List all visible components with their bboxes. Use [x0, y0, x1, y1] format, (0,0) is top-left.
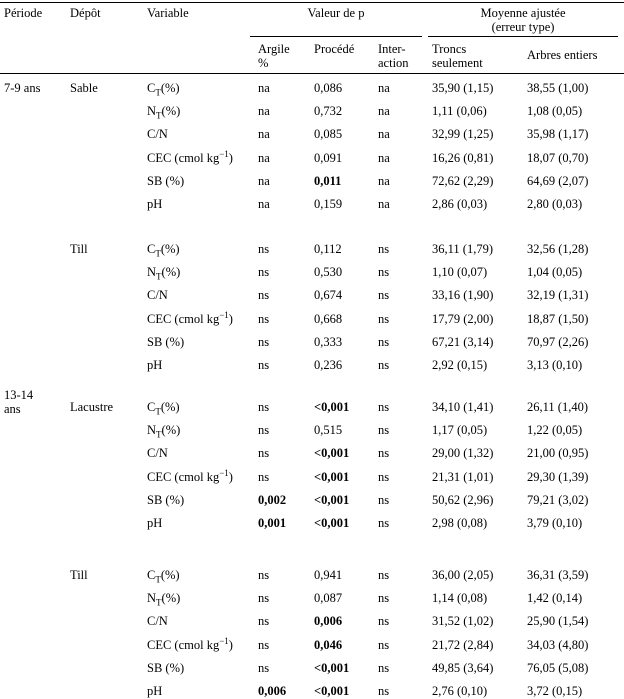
cell-variable: pH — [147, 516, 163, 530]
cell-argile: ns — [258, 334, 270, 349]
cell-procede: 0,006 — [314, 614, 343, 629]
cell-interaction: ns — [378, 568, 390, 582]
cell-argile: ns — [258, 568, 270, 582]
cell-interaction: ns — [378, 516, 390, 530]
header-arbres: Arbres entiers — [527, 48, 598, 62]
cell-troncs: 35,90 (1,15) — [432, 81, 494, 95]
cell-arbres: 38,55 (1,00) — [527, 81, 589, 95]
cell-argile: na — [258, 150, 270, 165]
cell-troncs: 1,14 (0,08) — [432, 591, 488, 606]
cell-procede: <0,001 — [314, 660, 350, 675]
cell-arbres: 25,90 (1,54) — [527, 614, 589, 629]
cell-troncs: 2,98 (0,08) — [432, 516, 488, 530]
cell-procede: <0,001 — [314, 516, 350, 530]
cell-arbres: 70,97 (2,26) — [527, 334, 589, 349]
cell-arbres: 36,31 (3,59) — [527, 568, 589, 582]
cell-argile: ns — [258, 637, 270, 652]
header-valeur-p: Valeur de p — [307, 6, 365, 20]
cell-depot: Lacustre — [70, 400, 114, 414]
cell-interaction: ns — [378, 288, 390, 303]
cell-arbres: 76,05 (5,08) — [527, 660, 589, 675]
cell-arbres: 1,08 (0,05) — [527, 104, 583, 119]
cell-variable: SB (%) — [147, 334, 185, 349]
cell-argile: ns — [258, 591, 270, 606]
cell-procede: 0,668 — [314, 311, 343, 326]
cell-variable: CEC (cmol $kg^{-1}$) — [147, 467, 233, 484]
cell-troncs: 29,00 (1,32) — [432, 446, 494, 461]
cell-periode: 13-14 — [4, 388, 34, 402]
cell-procede: 0,159 — [314, 197, 343, 211]
cell-depot: Sable — [70, 81, 98, 95]
cell-variable: $C_T(\%)$ — [147, 242, 180, 259]
cell-variable: C/N — [147, 127, 168, 142]
header-moyenne: Moyenne ajustée — [480, 6, 566, 20]
cell-arbres: 1,42 (0,14) — [527, 591, 583, 606]
cell-variable: $C_T(\%)$ — [147, 81, 180, 98]
header-argile: Argile — [258, 42, 290, 56]
cell-variable: C/N — [147, 288, 168, 303]
cell-procede: 0,087 — [314, 591, 343, 606]
cell-argile: ns — [258, 446, 270, 461]
cell-procede: 0,333 — [314, 334, 343, 349]
cell-procede: 0,046 — [314, 637, 343, 652]
cell-procede: <0,001 — [314, 446, 350, 461]
cell-interaction: ns — [378, 334, 390, 349]
cell-arbres: 64,69 (2,07) — [527, 173, 589, 188]
cell-variable: CEC (cmol $kg^{-1}$) — [147, 309, 233, 326]
cell-arbres: 3,72 (0,15) — [527, 684, 583, 698]
header-periode: Période — [4, 6, 43, 20]
header-troncs: Troncs — [432, 42, 467, 56]
cell-troncs: 34,10 (1,41) — [432, 400, 494, 414]
cell-argile: ns — [258, 358, 270, 372]
cell-arbres: 1,04 (0,05) — [527, 265, 583, 280]
cell-arbres: 32,56 (1,28) — [527, 242, 589, 256]
cell-variable: SB (%) — [147, 173, 185, 188]
cell-variable: $N_T(\%)$ — [147, 265, 181, 282]
cell-argile: na — [258, 127, 270, 142]
cell-troncs: 31,52 (1,02) — [432, 614, 494, 629]
cell-troncs: 1,10 (0,07) — [432, 265, 488, 280]
cell-interaction: ns — [378, 242, 390, 256]
cell-procede: 0,085 — [314, 127, 343, 142]
cell-troncs: 36,11 (1,79) — [432, 242, 493, 256]
cell-procede: 0,515 — [314, 423, 343, 438]
cell-interaction: ns — [378, 265, 390, 280]
cell-variable: $N_T(\%)$ — [147, 104, 181, 121]
cell-argile: ns — [258, 311, 270, 326]
cell-argile: ns — [258, 400, 270, 414]
cell-argile: ns — [258, 614, 270, 629]
cell-interaction: na — [378, 104, 390, 119]
cell-variable: pH — [147, 358, 163, 372]
cell-variable: C/N — [147, 614, 168, 629]
cell-variable: SB (%) — [147, 492, 185, 507]
cell-interaction: na — [378, 150, 390, 165]
cell-arbres: 1,22 (0,05) — [527, 423, 583, 438]
cell-interaction: ns — [378, 400, 390, 414]
header-argile-unit: % — [258, 56, 269, 70]
cell-variable: $N_T(\%)$ — [147, 591, 181, 608]
header-procede: Procédé — [314, 42, 355, 56]
cell-periode: 7-9 ans — [4, 81, 41, 95]
cell-troncs: 2,86 (0,03) — [432, 197, 488, 211]
cell-interaction: ns — [378, 423, 390, 438]
cell-arbres: 18,07 (0,70) — [527, 150, 589, 165]
cell-procede: 0,732 — [314, 104, 343, 119]
top-rule — [0, 2, 624, 3]
cell-troncs: 2,76 (0,10) — [432, 684, 488, 698]
cell-interaction: ns — [378, 469, 390, 484]
cell-variable: pH — [147, 684, 163, 698]
cell-troncs: 2,92 (0,15) — [432, 358, 488, 372]
header-variable: Variable — [147, 6, 189, 20]
header-moyenne-erreur: (erreur type) — [491, 20, 555, 34]
cell-argile: ns — [258, 423, 270, 438]
cell-interaction: na — [378, 81, 390, 95]
cell-interaction: ns — [378, 446, 390, 461]
cell-arbres: 29,30 (1,39) — [527, 469, 589, 484]
cell-troncs: 16,26 (0,81) — [432, 150, 494, 165]
cell-procede: 0,941 — [314, 568, 343, 582]
cell-troncs: 21,31 (1,01) — [432, 469, 494, 484]
header-interaction: Inter- — [378, 42, 406, 56]
cell-arbres: 26,11 (1,40) — [527, 400, 588, 414]
cell-troncs: 32,99 (1,25) — [432, 127, 494, 142]
cell-interaction: ns — [378, 684, 390, 698]
cell-interaction: na — [378, 173, 390, 188]
cell-argile: ns — [258, 265, 270, 280]
cell-interaction: ns — [378, 492, 390, 507]
cell-variable: $C_T(\%)$ — [147, 400, 180, 417]
cell-argile: na — [258, 173, 270, 188]
cell-interaction: ns — [378, 591, 390, 606]
cell-procede: <0,001 — [314, 684, 350, 698]
cell-arbres: 79,21 (3,02) — [527, 492, 589, 507]
cell-argile: ns — [258, 469, 270, 484]
subheader-rule-p — [250, 36, 422, 37]
cell-argile: ns — [258, 660, 270, 675]
cell-interaction: na — [378, 127, 390, 142]
header-troncs-2: seulement — [432, 56, 483, 70]
cell-interaction: na — [378, 197, 390, 211]
cell-troncs: 21,72 (2,84) — [432, 637, 494, 652]
cell-argile: ns — [258, 288, 270, 303]
cell-argile: 0,001 — [258, 516, 287, 530]
cell-variable: $C_T(\%)$ — [147, 568, 180, 585]
cell-interaction: ns — [378, 660, 390, 675]
header-interaction-2: action — [378, 56, 409, 70]
cell-periode: ans — [4, 402, 21, 416]
cell-variable: CEC (cmol $kg^{-1}$) — [147, 148, 233, 165]
cell-troncs: 17,79 (2,00) — [432, 311, 494, 326]
cell-procede: 0,011 — [314, 173, 342, 188]
cell-troncs: 1,11 (0,06) — [432, 104, 487, 119]
cell-arbres: 35,98 (1,17) — [527, 127, 589, 142]
cell-argile: na — [258, 104, 270, 119]
cell-interaction: ns — [378, 358, 390, 372]
cell-arbres: 18,87 (1,50) — [527, 311, 589, 326]
cell-troncs: 36,00 (2,05) — [432, 568, 494, 582]
header-bottom-rule — [0, 73, 624, 74]
cell-troncs: 50,62 (2,96) — [432, 492, 494, 507]
cell-argile: 0,002 — [258, 492, 287, 507]
cell-arbres: 3,13 (0,10) — [527, 358, 583, 372]
cell-arbres: 34,03 (4,80) — [527, 637, 589, 652]
cell-arbres: 2,80 (0,03) — [527, 197, 583, 211]
cell-arbres: 21,00 (0,95) — [527, 446, 589, 461]
subheader-rule-moyenne — [428, 36, 618, 37]
cell-procede: 0,530 — [314, 265, 343, 280]
header-depot: Dépôt — [70, 6, 101, 20]
cell-depot: Till — [70, 568, 88, 582]
cell-procede: 0,236 — [314, 358, 343, 372]
cell-procede: <0,001 — [314, 492, 350, 507]
cell-troncs: 72,62 (2,29) — [432, 173, 494, 188]
cell-depot: Till — [70, 242, 88, 256]
cell-variable: SB (%) — [147, 660, 185, 675]
cell-arbres: 3,79 (0,10) — [527, 516, 583, 530]
cell-argile: 0,006 — [258, 684, 287, 698]
cell-procede: 0,086 — [314, 81, 343, 95]
cell-argile: ns — [258, 242, 270, 256]
cell-troncs: 1,17 (0,05) — [432, 423, 488, 438]
cell-troncs: 67,21 (3,14) — [432, 334, 494, 349]
cell-arbres: 32,19 (1,31) — [527, 288, 589, 303]
cell-procede: <0,001 — [314, 400, 350, 414]
cell-interaction: ns — [378, 311, 390, 326]
cell-troncs: 33,16 (1,90) — [432, 288, 494, 303]
cell-variable: CEC (cmol $kg^{-1}$) — [147, 635, 233, 652]
cell-variable: $N_T(\%)$ — [147, 423, 181, 440]
cell-procede: 0,674 — [314, 288, 343, 303]
cell-interaction: ns — [378, 637, 390, 652]
cell-variable: C/N — [147, 446, 168, 461]
cell-procede: 0,112 — [314, 242, 342, 256]
cell-argile: na — [258, 197, 270, 211]
cell-troncs: 49,85 (3,64) — [432, 660, 494, 675]
cell-procede: <0,001 — [314, 469, 350, 484]
cell-argile: na — [258, 81, 270, 95]
cell-interaction: ns — [378, 614, 390, 629]
cell-procede: 0,091 — [314, 150, 343, 165]
cell-variable: pH — [147, 197, 163, 211]
